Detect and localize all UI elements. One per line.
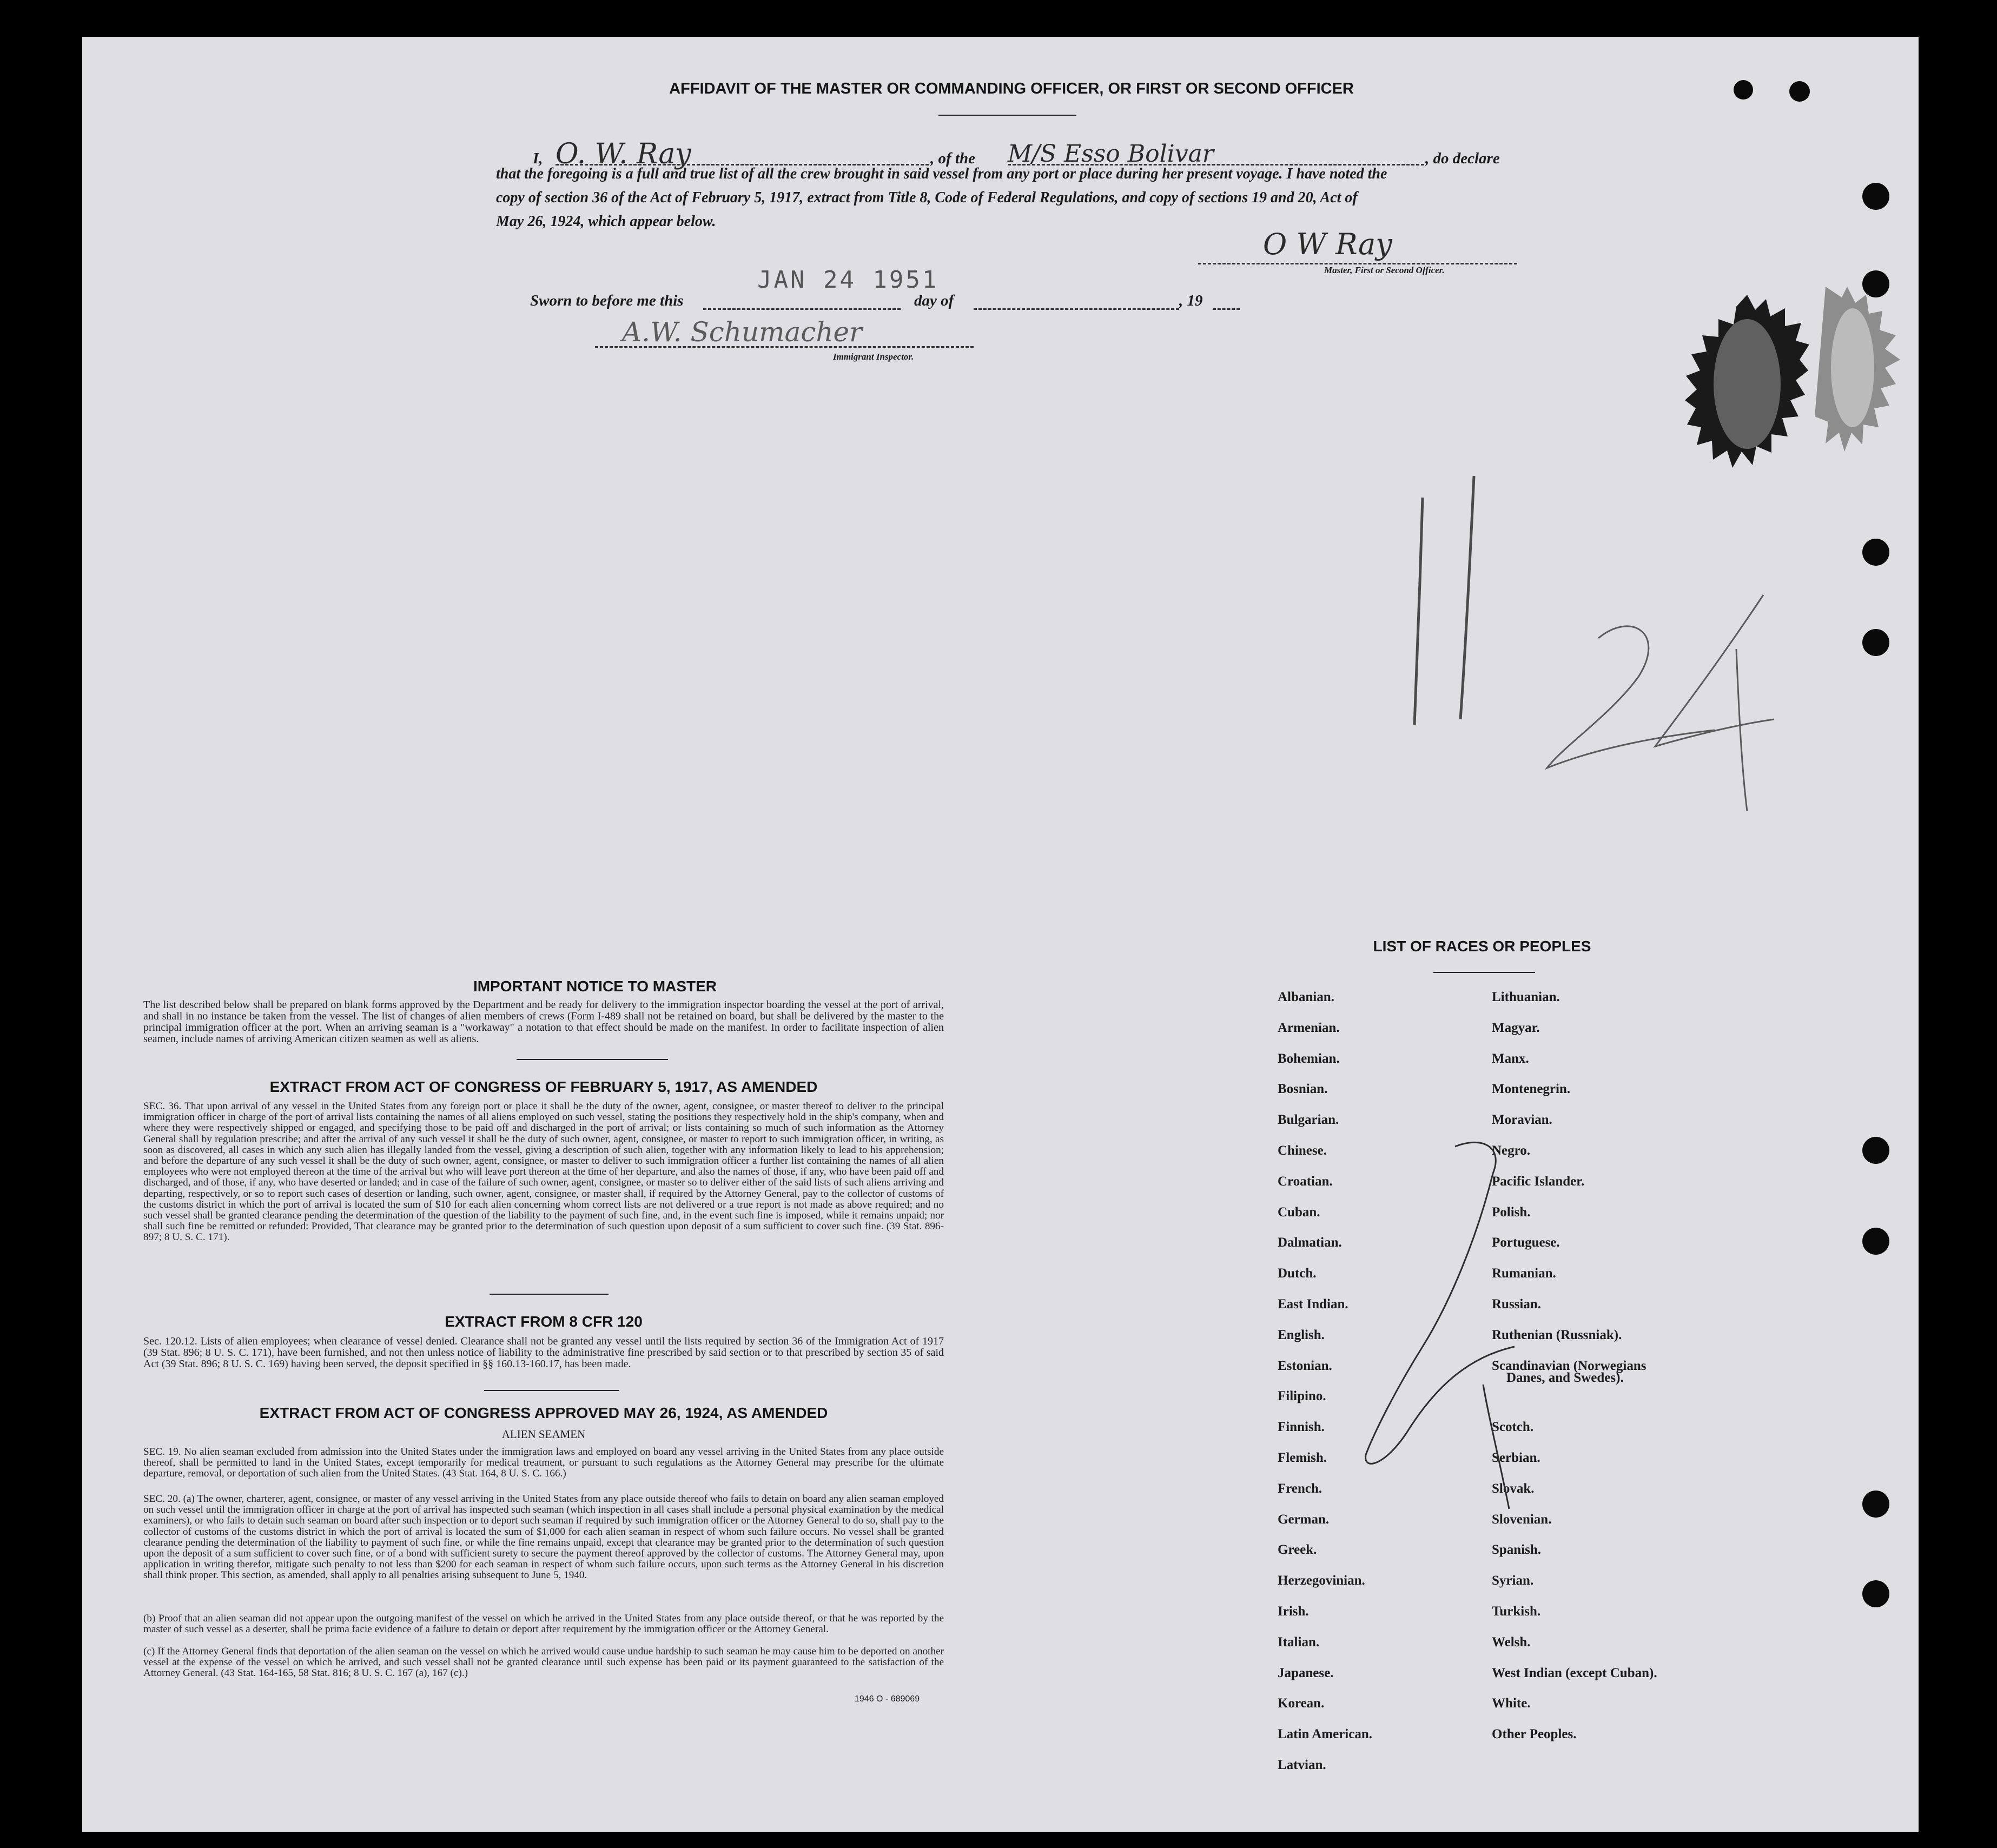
race-item: Armenian. [1278, 1020, 1340, 1035]
sworn-month-line [974, 308, 1179, 310]
race-item: Rumanian. [1492, 1266, 1556, 1281]
notice-rule [517, 1059, 668, 1060]
master-name-field: O. W. Ray [556, 138, 691, 170]
race-item: Latvian. [1278, 1757, 1326, 1772]
race-item: Japanese. [1278, 1665, 1334, 1680]
extract1917-body: SEC. 36. That upon arrival of any vessel in the United States from any foreign port or place it shall be the duty of the owner, agent, consignee, or master thereof to deliver to the principal immigration officer in charge of the port of arrival lists containing the names of all aliens employed on such vessel, stating the positions they respectively hold in the ship's company, when and where they were respectively shipped or engaged, and specifying those to be paid off and discharged in the port of arrival; or lists containing so much of such information as the Attorney General shall by regulation prescribe; and after the arrival of any such vessel it shall be the duty of such owner, agent, consignee, or master to report to such immigration officer, in writing, as soon as discovered, all cases in which any such alien has illegally landed from the vessel, giving a description of such alien, together with any information likely to lead to his apprehension; and before the departure of any such vessel it shall be the duty of such owner, agent, consignee, or master to deliver to such immigration officer a further list containing the names of all alien employees who were not employed thereon at the time of the arrival but who will leave port thereon at the time of her departure, and also the names of those, if any, who have been paid off and discharged, and of those, if any, who have deserted or landed; and in case of the failure of such owner, agent, consignee, or master so to deliver either of the said lists of such aliens arriving and departing, respectively, or so to report such cases of desertion or landing, such owner, agent, consignee, or master shall, if required by the Attorney General, pay to the collector of customs of the customs district in which the port of arrival is located the sum of $10 for each alien concerning whom correct lists are not delivered or a true report is not made as above required; and no such vessel shall be granted clearance pending the determination of the question of the liability to the payment of such fine, and, in the event such fine is imposed, while it remains unpaid; nor shall such fine be remitted or refunded: Provided, That clearance may be granted prior to the determination of such question upon deposit of a sum sufficient to cover such fine. (39 Stat. 896-897; 8 U. S. C. 171). [143, 1101, 944, 1243]
race-item: Flemish. [1278, 1450, 1327, 1465]
race-item: West Indian (except Cuban). [1492, 1665, 1657, 1680]
race-item: Filipino. [1278, 1389, 1326, 1404]
affidavit-title: AFFIDAVIT OF THE MASTER OR COMMANDING OFFICER, OR FIRST OR SECOND OFFICER [669, 80, 1354, 97]
race-item: Spanish. [1492, 1542, 1542, 1558]
punch-hole [1862, 629, 1889, 656]
sworn-line [530, 292, 1255, 314]
race-item: Irish. [1278, 1604, 1309, 1619]
cfr-title: EXTRACT FROM 8 CFR 120 [445, 1313, 643, 1330]
race-item: Cuban. [1278, 1204, 1320, 1220]
race-item: Bohemian. [1278, 1051, 1340, 1066]
race-item: Negro. [1492, 1143, 1531, 1158]
race-item: Moravian. [1492, 1112, 1552, 1128]
sworn-day-line [703, 308, 901, 310]
race-item: Turkish. [1492, 1604, 1541, 1619]
signature-line [1198, 263, 1517, 264]
race-item: Serbian. [1492, 1450, 1540, 1465]
title-underline [938, 115, 1076, 116]
race-item: Manx. [1492, 1051, 1529, 1066]
race-item: Finnish. [1278, 1420, 1325, 1435]
race-item: Syrian. [1492, 1573, 1534, 1588]
declare-prefix: I, [533, 150, 543, 167]
race-item: Polish. [1492, 1204, 1531, 1220]
affidavit-line3: copy of section 36 of the Act of February 5, 1917, extract from Title 8, Code of Federal Regulations, and copy of sections 19 and 20, Act of [496, 189, 1358, 206]
race-item: Other Peoples. [1492, 1727, 1577, 1742]
race-item: Welsh. [1492, 1634, 1531, 1650]
cfr-rule [484, 1390, 619, 1391]
race-item: White. [1492, 1696, 1531, 1711]
punch-hole [1862, 1228, 1889, 1255]
races-title: LIST OF RACES OR PEOPLES [1373, 938, 1591, 955]
vessel-name-field: M/S Esso Bolivar [1008, 140, 1214, 168]
print-code: 1946 O - 689069 [855, 1694, 920, 1704]
race-item: Pacific Islander. [1492, 1174, 1585, 1189]
race-item: Greek. [1278, 1542, 1317, 1558]
race-item: Croatian. [1278, 1174, 1333, 1189]
race-item: Latin American. [1278, 1727, 1372, 1742]
race-item: Bosnian. [1278, 1082, 1328, 1097]
handwritten-marks [1385, 465, 1796, 844]
race-item: Lithuanian. [1492, 990, 1560, 1004]
affidavit-line2: that the foregoing is a full and true list of all the crew brought in said vessel from any port or place during her present voyage. I have noted the [496, 165, 1387, 182]
alien-seamen-subtitle: ALIEN SEAMEN [501, 1428, 586, 1441]
race-item: East Indian. [1278, 1296, 1348, 1312]
of-the-label: , of the [930, 150, 975, 167]
race-item: Magyar. [1492, 1020, 1540, 1035]
punch-hole [1862, 1580, 1889, 1607]
notice-title: IMPORTANT NOTICE TO MASTER [473, 978, 717, 995]
day-of-label: day of [914, 292, 954, 309]
extract1924-title: EXTRACT FROM ACT OF CONGRESS APPROVED MAY 26, 1924, AS AMENDED [259, 1405, 828, 1421]
extract1917-rule [490, 1294, 609, 1295]
race-item: German. [1278, 1512, 1330, 1527]
sec20a-body: SEC. 20. (a) The owner, charterer, agent, consignee, or master of any vessel arriving in the United States from any place outside thereof who fails to detain on board any alien seaman employed on such vessel until the immigration officer in charge at the port of arrival has inspected such seaman (which inspection in all cases shall include a personal physical examination by the medical examiners), or who fails to detain such seaman on board after such inspection or to deport such seaman if required by such immigration officer or the Attorney General to do so, shall pay to the collector of customs of the customs district in which the port of arrival is located the sum of $1,000 for each alien seaman in respect of whom such failure occurs. No vessel shall be granted clearance pending the determination of the liability to payment of such fine, or while the fine remains unpaid, except that clearance may be granted prior to the determination of such question upon the deposit of a sum sufficient to cover such fine, or of a bond with sufficient surety to secure the payment thereof approved by the collector of customs. The Attorney General may, upon application in writing therefor, mitigate such penalty to not less than $200 for each seaman in respect of whom such failure occurs, upon such terms as the Attorney General in his discretion shall think proper. This section, as amended, shall apply to all penalties arising subsequent to June 5, 1940. [143, 1493, 944, 1581]
handwritten-mark-2 [1341, 1130, 1569, 1520]
sworn-year-line [1213, 308, 1240, 310]
punch-hole [1862, 1137, 1889, 1164]
races-col2-continuation: Danes, and Swedes). [1506, 1370, 1624, 1385]
punch-hole-top [1789, 81, 1810, 102]
races-title-rule [1433, 972, 1535, 973]
punch-hole [1862, 1491, 1889, 1518]
do-declare-label: , do declare [1425, 150, 1500, 167]
extract1917-title: EXTRACT FROM ACT OF CONGRESS OF FEBRUARY 5, 1917, AS AMENDED [269, 1078, 818, 1095]
inspector-signature: A.W. Schumacher [622, 316, 863, 348]
race-item: Italian. [1278, 1634, 1320, 1650]
affidavit-line4: May 26, 1924, which appear below. [496, 213, 716, 230]
punch-hole-top [1734, 80, 1753, 100]
race-item: Slovenian. [1492, 1512, 1552, 1527]
race-item: French. [1278, 1481, 1322, 1496]
race-item: Scandinavian (Norwegians [1492, 1358, 1646, 1373]
inspector-label: Immigrant Inspector. [833, 352, 914, 362]
race-item: Dalmatian. [1278, 1235, 1342, 1250]
race-item: Scotch. [1492, 1420, 1534, 1435]
race-item: Montenegrin. [1492, 1082, 1571, 1097]
race-item: Korean. [1278, 1696, 1325, 1711]
race-item: Bulgarian. [1278, 1112, 1339, 1128]
punch-hole [1862, 539, 1889, 566]
sec19-body: SEC. 19. No alien seaman excluded from admission into the United States under the immigration laws and employed on board any vessel arriving in the United States from any place outside thereof, shall be permitted to land in the United States, except temporarily for medical treatment, or pursuant to such regulations as the Attorney General may prescribe for the ultimate departure, removal, or deportation of such alien from the United States. (43 Stat. 164, 8 U. S. C. 166.) [143, 1446, 944, 1480]
race-item: Chinese. [1278, 1143, 1327, 1158]
notice-body: The list described below shall be prepared on blank forms approved by the Department and be ready for delivery to the immigration inspector boarding the vessel at the port of arrival, and shall in no instance be taken from the vessel. The list of changes of alien members of crews (Form I-489 shall not be retained on board, but shall be delivered by the master to the principal immigration officer at the port. When an arriving seaman is a "workaway" a notation to that effect should be made on the manifest. In order to facilitate inspection of alien seamen, include names of arriving American citizen seamen as well as aliens. [143, 999, 944, 1045]
seal-icon [1815, 287, 1901, 471]
sec20c-body: (c) If the Attorney General finds that deportation of the alien seaman on the vessel on which he arrived would cause undue hardship to such seaman he may cause him to be deported on another vessel at the expense of the vessel on which he arrived, and such vessel shall not be granted clearance until such expense has been paid or its payment guaranteed to the satisfaction of the Attorney General. (43 Stat. 164-165, 58 Stat. 816; 8 U. S. C. 167 (a), 167 (c).) [143, 1646, 944, 1679]
punch-hole [1862, 183, 1889, 210]
sec20b-body: (b) Proof that an alien seaman did not appear upon the outgoing manifest of the vessel on which he arrived in the United States from any place outside thereof, or that he was reported by the master of such vessel as a deserter, shall be prima facie evidence of a failure to detain or deport after requirement by the immigration officer or the Attorney General. [143, 1613, 944, 1635]
master-signature: O W Ray [1263, 227, 1392, 261]
race-item: Portuguese. [1492, 1235, 1560, 1250]
race-item: Russian. [1492, 1296, 1542, 1312]
race-item: Dutch. [1278, 1266, 1317, 1281]
year-label: , 19 [1179, 292, 1203, 309]
race-item: Slovak. [1492, 1481, 1535, 1496]
race-item: Estonian. [1278, 1358, 1332, 1373]
sworn-label: Sworn to before me this [530, 292, 684, 309]
master-signature-label: Master, First or Second Officer. [1324, 265, 1445, 275]
race-item: Ruthenian (Russniak). [1492, 1327, 1622, 1342]
race-item: Albanian. [1278, 990, 1334, 1004]
cfr-body: Sec. 120.12. Lists of alien employees; when clearance of vessel denied. Clearance shall not be granted any vessel until the lists required by section 36 of the Immigration Act of 1917 (39 Stat. 896; 8 U. S. C. 171), have been furnished, and not then unless notice of liability to the administrative fine prescribed by said section or to that prescribed by section 35 of said Act (39 Stat. 896; 8 U. S. C. 169) having been served, the deposit specified in §§ 160.13-160.17, has been made. [143, 1335, 944, 1370]
inspector-signature-line [595, 346, 974, 348]
date-stamp: JAN 24 1951 [757, 266, 939, 294]
race-item: Herzegovinian. [1278, 1573, 1365, 1588]
race-item: English. [1278, 1327, 1325, 1342]
